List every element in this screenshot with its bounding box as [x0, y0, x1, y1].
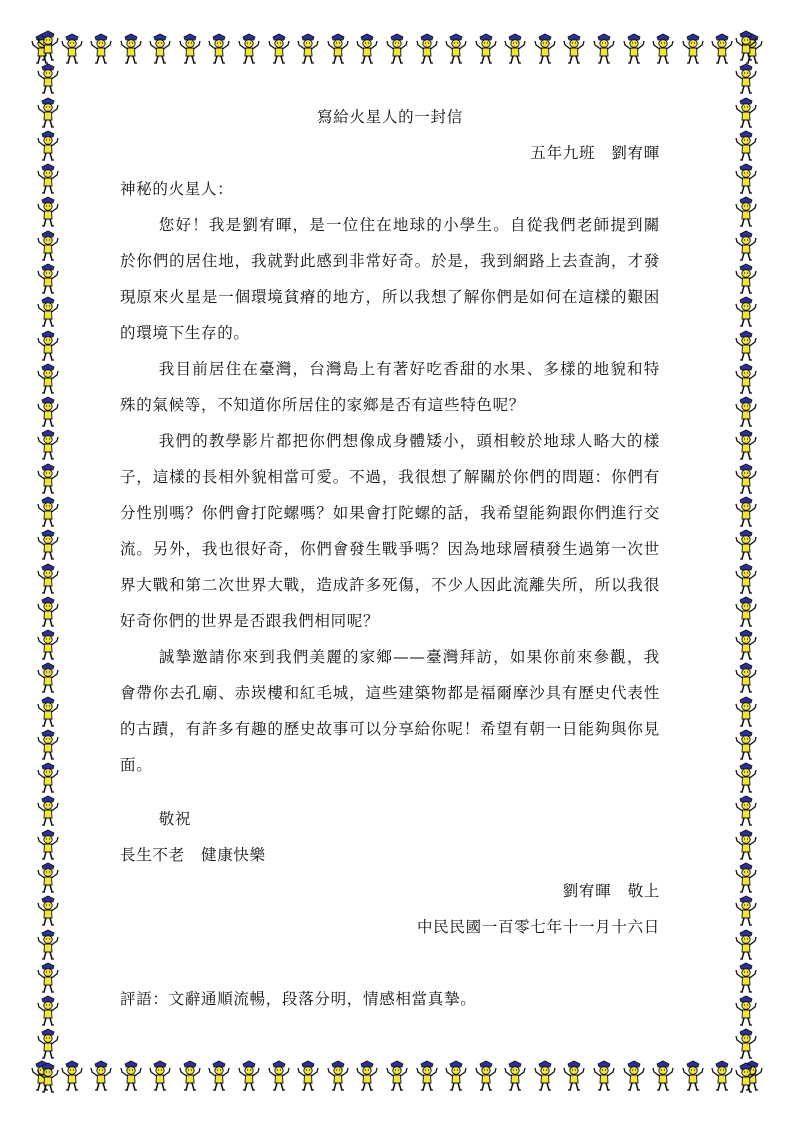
waving-person-icon [36, 596, 60, 627]
letter-date: 中民民國一百零七年十一月十六日 [416, 918, 660, 936]
waving-person-icon [734, 363, 758, 394]
waving-person-icon [734, 396, 758, 427]
waving-person-icon [36, 396, 60, 427]
waving-person-icon [119, 1060, 143, 1091]
waving-person-icon [533, 1060, 557, 1091]
paragraph-home: 我目前居住在臺灣，台灣島上有著好吃香甜的水果、多樣的地貌和特殊的氣候等，不知道你所居住的家鄉是否有這些特色呢？ [120, 360, 660, 414]
waving-person-icon [36, 163, 60, 194]
waving-person-icon [592, 33, 616, 64]
border-top [30, 30, 764, 66]
waving-person-icon [562, 1060, 586, 1091]
letter-byline: 五年九班 劉宥暉 [530, 144, 660, 162]
waving-person-icon [734, 729, 758, 760]
waving-person-icon [36, 895, 60, 926]
waving-person-icon [178, 33, 202, 64]
waving-person-icon [36, 330, 60, 361]
border-bottom [30, 1057, 764, 1093]
waving-person-icon [734, 995, 758, 1026]
waving-person-icon [734, 130, 758, 161]
waving-person-icon [734, 795, 758, 826]
waving-person-icon [36, 829, 60, 860]
waving-person-icon [651, 33, 675, 64]
waving-person-icon [36, 63, 60, 94]
waving-person-icon [148, 33, 172, 64]
waving-person-icon [36, 30, 60, 61]
waving-person-icon [734, 463, 758, 494]
waving-person-icon [734, 496, 758, 527]
paragraph-questions: 我們的教學影片都把你們想像成身體矮小，頭相較於地球人略大的樣子，這樣的長相外貌相當可愛。不過，我很想了解關於你們的問題：你們有分性別嗎？你們會打陀螺嗎？如果會打陀螺的話，我希望能夠跟你們進行交流。另外，我也很好奇，你們會發生戰爭嗎？因為地球層積發生過第一次世界大戰和第二次世界大戰，造成許多死傷，不少人因此流離失所，所以我很好奇你們的世界是否跟我們相同呢？ [120, 432, 660, 630]
waving-person-icon [681, 33, 705, 64]
waving-person-icon [36, 795, 60, 826]
waving-person-icon [734, 429, 758, 460]
waving-person-icon [89, 33, 113, 64]
waving-person-icon [385, 1060, 409, 1091]
waving-person-icon [533, 33, 557, 64]
waving-person-icon [474, 33, 498, 64]
waving-person-icon [36, 762, 60, 793]
waving-person-icon [734, 696, 758, 727]
waving-person-icon [444, 33, 468, 64]
waving-person-icon [734, 762, 758, 793]
letter-title: 寫給火星人的一封信 [317, 108, 463, 126]
waving-person-icon [296, 33, 320, 64]
paragraph-greeting: 您好！我是劉宥暉，是一位住在地球的小學生。自從我們老師提到關於你們的居住地，我就對此感到非常好奇。於是，我到網路上去查詢，才發現原來火星是一個環境貧瘠的地方，所以我想了解你們是如何在這樣的艱困的環境下生存的。 [120, 216, 660, 342]
waving-person-icon [207, 1060, 231, 1091]
waving-person-icon [622, 1060, 646, 1091]
waving-person-icon [36, 1062, 60, 1093]
waving-person-icon [36, 862, 60, 893]
waving-person-icon [36, 696, 60, 727]
waving-person-icon [36, 929, 60, 960]
waving-person-icon [36, 962, 60, 993]
waving-person-icon [734, 962, 758, 993]
waving-person-icon [651, 1060, 675, 1091]
waving-person-icon [36, 629, 60, 660]
waving-person-icon [36, 97, 60, 128]
waving-person-icon [267, 1060, 291, 1091]
signature: 劉宥暉 敬上 [562, 882, 660, 900]
waving-person-icon [296, 1060, 320, 1091]
waving-person-icon [119, 33, 143, 64]
waving-person-icon [734, 829, 758, 860]
waving-person-icon [415, 33, 439, 64]
waving-person-icon [734, 895, 758, 926]
paragraph-invitation: 誠摯邀請你來到我們美麗的家鄉——臺灣拜訪，如果你前來參觀，我會帶你去孔廟、赤崁樓和紅毛城，這些建築物都是福爾摩沙具有歷史代表性的古蹟，有許多有趣的歷史故事可以分享給你呢！希望有朝一日能夠與你見面。 [120, 648, 660, 774]
waving-person-icon [734, 30, 758, 61]
waving-person-icon [326, 1060, 350, 1091]
teacher-comment: 評語：文辭通順流暢，段落分明，情感相當真摯。 [120, 990, 477, 1008]
waving-person-icon [36, 662, 60, 693]
waving-person-icon [36, 496, 60, 527]
waving-person-icon [734, 263, 758, 294]
waving-person-icon [36, 463, 60, 494]
waving-person-icon [734, 629, 758, 660]
waving-person-icon [36, 196, 60, 227]
waving-person-icon [444, 1060, 468, 1091]
waving-person-icon [36, 563, 60, 594]
waving-person-icon [36, 995, 60, 1026]
waving-person-icon [734, 230, 758, 261]
waving-person-icon [326, 33, 350, 64]
waving-person-icon [178, 1060, 202, 1091]
waving-person-icon [734, 662, 758, 693]
border-right [728, 30, 764, 1093]
waving-person-icon [734, 1028, 758, 1059]
closing-wishes: 長生不老 健康快樂 [120, 846, 266, 864]
waving-person-icon [734, 862, 758, 893]
waving-person-icon [148, 1060, 172, 1091]
waving-person-icon [734, 330, 758, 361]
border-left [30, 30, 66, 1093]
waving-person-icon [562, 33, 586, 64]
waving-person-icon [503, 33, 527, 64]
salutation: 神秘的火星人： [120, 180, 234, 198]
waving-person-icon [734, 163, 758, 194]
waving-person-icon [36, 429, 60, 460]
waving-person-icon [36, 263, 60, 294]
waving-person-icon [734, 196, 758, 227]
waving-person-icon [36, 1028, 60, 1059]
waving-person-icon [237, 1060, 261, 1091]
waving-person-icon [237, 33, 261, 64]
waving-person-icon [355, 33, 379, 64]
waving-person-icon [36, 529, 60, 560]
closing-regards: 敬祝 [158, 810, 192, 828]
waving-person-icon [36, 729, 60, 760]
waving-person-icon [89, 1060, 113, 1091]
waving-person-icon [385, 33, 409, 64]
waving-person-icon [36, 130, 60, 161]
waving-person-icon [622, 33, 646, 64]
waving-person-icon [734, 296, 758, 327]
waving-person-icon [207, 33, 231, 64]
waving-person-icon [592, 1060, 616, 1091]
waving-person-icon [734, 563, 758, 594]
waving-person-icon [734, 929, 758, 960]
waving-person-icon [734, 63, 758, 94]
waving-person-icon [415, 1060, 439, 1091]
letter-body [120, 99, 660, 1017]
waving-person-icon [355, 1060, 379, 1091]
waving-person-icon [503, 1060, 527, 1091]
waving-person-icon [734, 97, 758, 128]
waving-person-icon [734, 1062, 758, 1093]
waving-person-icon [734, 529, 758, 560]
waving-person-icon [36, 296, 60, 327]
waving-person-icon [474, 1060, 498, 1091]
waving-person-icon [36, 230, 60, 261]
waving-person-icon [681, 1060, 705, 1091]
waving-person-icon [734, 596, 758, 627]
waving-person-icon [267, 33, 291, 64]
waving-person-icon [36, 363, 60, 394]
